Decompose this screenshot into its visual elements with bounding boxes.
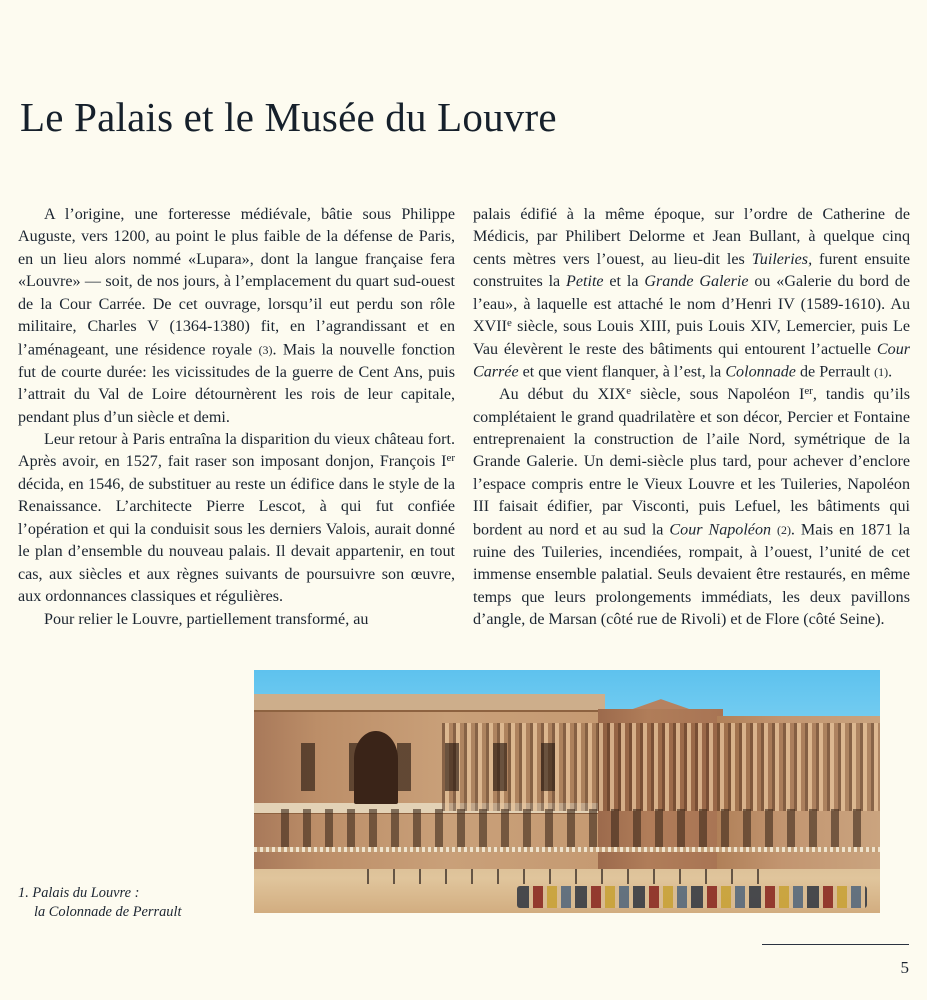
italic-run: Colonnade: [725, 363, 796, 381]
arched-window: [354, 731, 398, 804]
caption-line-2: la Colonnade de Perrault: [34, 904, 182, 920]
footnote-marker: (1): [874, 365, 889, 380]
figure-louvre-colonnade: [254, 670, 880, 913]
body-columns: [18, 204, 910, 632]
paragraph-4: palais édifié à la même époque, sur l’ordre de Catherine de Médicis, par Philibert Delorme et Jean Bullant, à quelque cinq cents mètres vers l’ouest, au lieu-dit les Tuileries, furent ensuite construites la Petite et la Grande Galerie ou «Galerie du bord de l’eau», à laquelle est attaché le nom d’Henri IV (1589-1610). Au XVIIe siècle, sous Louis XIII, puis Louis XIV, Lemercier, puis Le Vau élevèrent le reste des bâtiments qui entourent l’actuelle Cour Carrée et que vient flanquer, à l’est, la Colonnade de Perrault (1).: [473, 206, 911, 381]
page-title: Le Palais et le Musée du Louvre: [20, 94, 557, 141]
italic-run: Cour Carrée: [473, 340, 910, 381]
ordinal-superscript: e: [506, 317, 512, 330]
ordinal-superscript: er: [446, 452, 455, 465]
caption-number: 1.: [18, 885, 29, 901]
paragraph-3: Pour relier le Louvre, partiellement transformé, au: [44, 610, 369, 628]
italic-run: Grande Galerie: [644, 273, 749, 291]
footnote-marker: (3): [258, 342, 273, 357]
italic-run: Petite: [566, 273, 604, 291]
italic-run: Cour Napoléon: [669, 521, 772, 539]
caption-line-1: Palais du Louvre :: [32, 885, 140, 901]
text-column-left: [18, 204, 455, 632]
balustrade-railing: [254, 847, 880, 852]
ordinal-superscript: er: [804, 385, 813, 398]
figure-caption: [18, 884, 238, 922]
paragraph-2: Leur retour à Paris entraîna la disparition du vieux château fort. Après avoir, en 1527, fait raser son imposant donjon, François Ier décida, en 1546, de substituer au reste un édifice dans le style de la Renaissance. L’architecte Pierre Lescot, à qui fut confiée l’opération et qui la conduisit sous les derniers Valois, aurait donné le plan d’ensemble du nouveau palais. Il devait appartenir, en tout cas, aux siècles et aux règnes suivants de poursuivre son œuvre, aux ordonnances classiques et régulières.: [18, 431, 455, 606]
italic-run: Tuileries,: [751, 250, 813, 268]
parked-cars: [517, 886, 868, 908]
ordinal-superscript: e: [626, 385, 632, 398]
paragraph-1: A l’origine, une forteresse médiévale, bâtie sous Philippe Auguste, vers 1200, au point le plus faible de la défense de Paris, en un lieu alors nommé «Lupara», dont la langue française fera «Louvre» — soit, de nos jours, à l’emplacement du quart sud-ouest de la Cour Carrée. De cet ouvrage, lorsqu’il eut perdu son rôle militaire, Charles V (1364-1380) fit, en l’agrandissant et en l’aménageant, une résidence royale (3). Mais la nouvelle fonction fut de courte durée: les vicissitudes de la guerre de Cent Ans, puis l’attrait du Val de Loire détournèrent les rois de leur capitale, pendant plus d’un siècle et demi.: [18, 206, 455, 426]
pedestrian-figures: [367, 869, 768, 884]
upper-storey-windows: [267, 743, 580, 792]
footnote-marker: (2): [777, 522, 791, 537]
page-number: 5: [900, 958, 909, 977]
paragraph-5: Au début du XIXe siècle, sous Napoléon Ier, tandis qu’ils complétaient le grand quadrilatère et son décor, Percier et Fontaine entreprenaient la construction de l’aile Nord, symétrique de la Grande Galerie. Un demi-siècle plus tard, pour achever d’enclore l’espace compris entre le Vieux Louvre et les Tuileries, Napoléon III faisait édifier, par Visconti, puis Lefuel, les bâtiments qui bordent au nord et au sud la Cour Napoléon (2). Mais en 1871 la ruine des Tuileries, incendiées, rompait, à l’ouest, l’unité de cet immense ensemble palatial. Seuls devaient être restaurés, en même temps que leurs prolongements immédiats, les deux pavillons d’angle, de Marsan (côté rue de Rivoli) et de Flore (côté Seine).: [473, 385, 910, 629]
photograph-image: [254, 670, 880, 913]
footer-rule: [762, 944, 909, 945]
text-column-right: [473, 204, 910, 632]
lower-storey-windows: [267, 809, 868, 848]
